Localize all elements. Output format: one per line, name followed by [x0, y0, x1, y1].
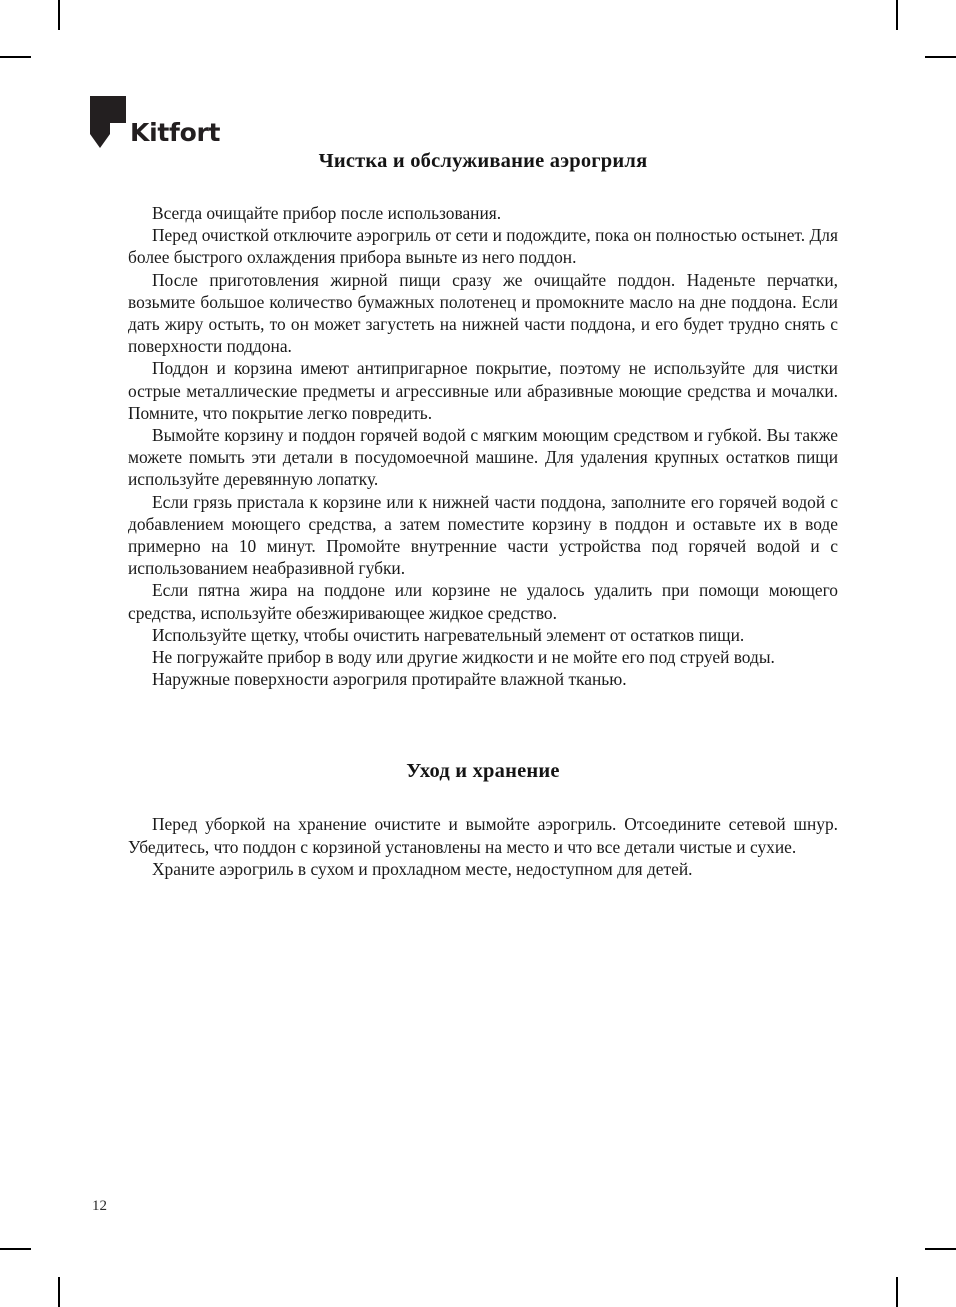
paragraph: Если пятна жира на поддоне или корзине не удалось удалить при помощи моющего средства, используйте обезжиривающее жидкое средство.	[128, 580, 838, 623]
crop-mark-bottom-right-vertical	[896, 1277, 898, 1307]
crop-mark-top-right-horizontal	[925, 56, 956, 58]
brand-logo	[88, 96, 220, 148]
paragraph: Храните аэрогриль в сухом и прохладном месте, недоступном для детей.	[152, 858, 693, 879]
crop-mark-bottom-left-vertical	[58, 1277, 60, 1307]
paragraph: Перед уборкой на хранение очистите и вымойте аэрогриль. Отсоедините сетевой шнур. Убедитесь, что поддон с корзиной установлены на место и что все детали чистые и сухие.	[128, 814, 838, 857]
text-column	[128, 150, 838, 880]
brand-name: Kitfort	[130, 118, 221, 147]
crop-mark-bottom-left-horizontal	[0, 1248, 31, 1250]
paragraph: Поддон и корзина имеют антипригарное покрытие, поэтому не используйте для чистки острые металлические предметы и агрессивные или абразивные моющие средства и мочалки. Помните, что покрытие легко повредить.	[128, 358, 838, 423]
page-number: 12	[92, 1198, 107, 1214]
paragraph: Всегда очищайте прибор после использования.	[152, 203, 502, 223]
kitfort-pennant-icon	[88, 96, 128, 148]
crop-mark-top-left-horizontal	[0, 56, 31, 58]
paragraph: Используйте щетку, чтобы очистить нагревательный элемент от остатков пищи.	[152, 624, 745, 645]
paragraph: Перед очисткой отключите аэрогриль от сети и подождите, пока он полностью остынет. Для более быстрого охлаждения прибора выньте из него поддон.	[128, 225, 838, 268]
section-title-care-storage: Уход и хранение	[406, 760, 560, 783]
section-title-cleaning: Чистка и обслуживание аэрогриля	[318, 150, 648, 172]
section-body-cleaning	[128, 202, 838, 690]
crop-mark-top-right-vertical	[896, 0, 898, 30]
paragraph: Не погружайте прибор в воду или другие жидкости и не мойте его под струей воды.	[152, 647, 775, 668]
crop-mark-top-left-vertical	[58, 0, 60, 30]
paragraph: Если грязь пристала к корзине или к нижней части поддона, заполните его горячей водой с добавлением моющего средства, а затем поместите корзину в поддон и оставьте их в воде примерно на 10 минут. Промойте внутренние части устройства под горячей водой и с использованием неабразивной губки.	[128, 491, 838, 579]
paragraph: После приготовления жирной пищи сразу же очищайте поддон. Наденьте перчатки, возьмите большое количество бумажных полотенец и промокните масло на дне поддона. Если дать жиру остыть, то он может загустеть на нижней части поддона, и его будет трудно снять с поверхности поддона.	[128, 269, 838, 357]
paragraph: Наружные поверхности аэрогриля протирайте влажной тканью.	[152, 669, 627, 690]
paragraph: Вымойте корзину и поддон горячей водой с мягким моющим средством и губкой. Вы также можете помыть эти детали в посудомоечной машине. Для удаления крупных остатков пищи используйте деревянную лопатку.	[128, 425, 838, 490]
section-body-care-storage	[128, 813, 838, 880]
crop-mark-bottom-right-horizontal	[925, 1248, 956, 1250]
